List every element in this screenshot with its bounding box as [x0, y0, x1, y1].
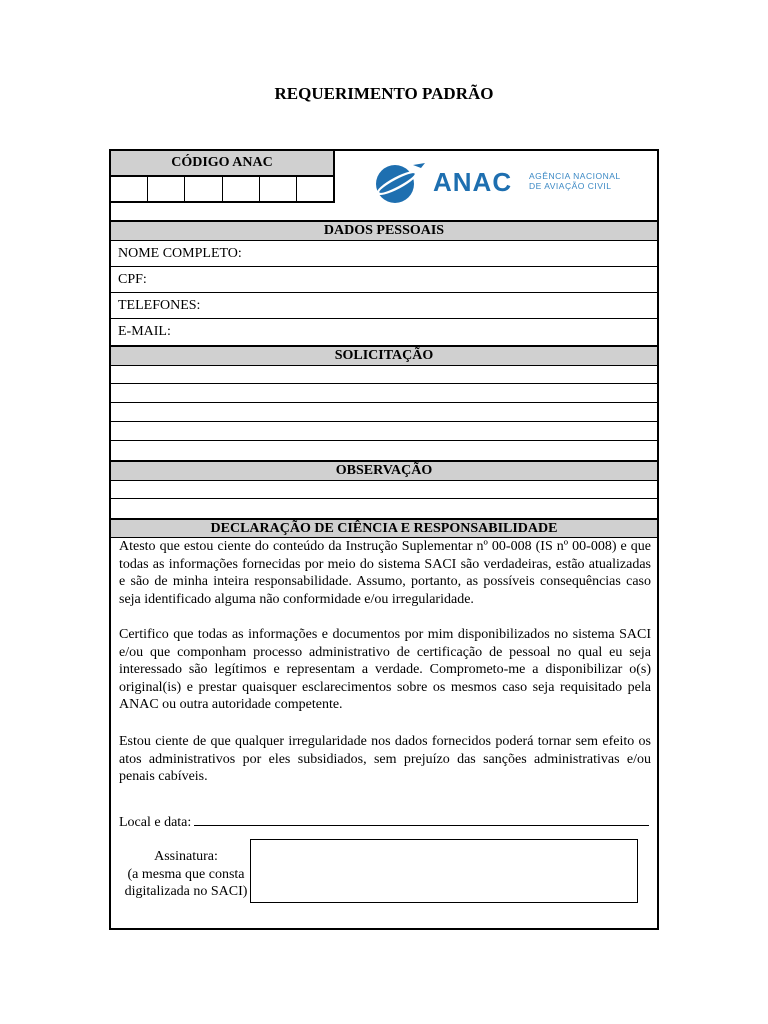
local-data-label: Local e data: — [119, 815, 192, 830]
code-cell[interactable] — [148, 177, 185, 201]
cpf-field[interactable] — [111, 267, 657, 293]
email-label: E-MAIL: — [118, 324, 171, 339]
code-cell[interactable] — [223, 177, 260, 201]
codigo-anac-label: CÓDIGO ANAC — [111, 151, 333, 177]
solicitacao-line[interactable] — [111, 365, 657, 384]
local-data-line — [119, 811, 649, 831]
telefones-field[interactable] — [111, 293, 657, 319]
declaracao-header: DECLARAÇÃO DE CIÊNCIA E RESPONSABILIDADE — [111, 518, 657, 538]
solicitacao-line[interactable] — [111, 422, 657, 441]
signature-box[interactable] — [250, 839, 638, 903]
logo-sub-line2: DE AVIAÇÃO CIVIL — [529, 181, 612, 191]
logo-name: ANAC — [433, 167, 513, 197]
logo-subtitle — [529, 171, 621, 191]
solicitacao-header: SOLICITAÇÃO — [111, 345, 657, 366]
declaracao-paragraph-2: Certifico que todas as informações e documentos por mim disponibilizados no sistema SACI e/ou que componham processo administrativo de certificação de pessoal no qual eu seja interessado são legítimos e representam a verdade. Comprometo-me a disponibilizar o(s) original(is) e prestar quaisquer esclarecimentos sobre os mesmos caso seja requisitado pela ANAC ou outra autoridade competente. — [119, 627, 651, 712]
code-cell[interactable] — [297, 177, 333, 201]
assinatura-label-line1: Assinatura: — [154, 849, 218, 864]
assinatura-label-line2: (a mesma que consta — [127, 866, 245, 882]
email-field[interactable] — [111, 319, 657, 345]
local-data-input[interactable] — [194, 811, 649, 826]
codigo-anac-box — [111, 151, 335, 203]
code-cell[interactable] — [111, 177, 148, 201]
solicitacao-line[interactable] — [111, 384, 657, 403]
declaracao-paragraph-3: Estou ciente de que qualquer irregularidade nos dados fornecidos poderá tornar sem efeito os atos administrativos por eles subsidiados, sem prejuízo das sanções administrativas e/ou penais cabíveis. — [119, 734, 651, 784]
request-form — [109, 149, 659, 930]
anac-emblem-icon — [369, 161, 429, 205]
assinatura-label — [116, 848, 256, 901]
dados-pessoais-header: DADOS PESSOAIS — [111, 220, 657, 241]
code-cell[interactable] — [185, 177, 222, 201]
page-title: REQUERIMENTO PADRÃO — [274, 84, 494, 103]
nome-label: NOME COMPLETO: — [118, 246, 242, 261]
observacao-line[interactable] — [111, 480, 657, 499]
declaracao-paragraph-1: Atesto que estou ciente do conteúdo da Instrução Suplementar nº 00-008 (IS nº 00-008) e que todas as informações fornecidas por meio do sistema SACI são verdadeiras, estão atualizadas e são de minha inteira responsabilidade. Assumo, portanto, as possíveis consequências caso seja identificado alguma não conformidade e/ou irregularidade. — [119, 539, 651, 607]
codigo-anac-cells — [111, 177, 333, 201]
telefones-label: TELEFONES: — [118, 298, 201, 313]
anac-logo — [369, 161, 629, 205]
code-cell[interactable] — [260, 177, 297, 201]
cpf-label: CPF: — [118, 272, 147, 287]
observacao-line[interactable] — [111, 499, 657, 518]
solicitacao-line[interactable] — [111, 403, 657, 422]
solicitacao-line[interactable] — [111, 441, 657, 460]
nome-completo-field[interactable] — [111, 241, 657, 267]
assinatura-label-line3: digitalizada no SACI) — [124, 884, 248, 899]
logo-sub-line1: AGÊNCIA NACIONAL — [529, 171, 621, 181]
observacao-header: OBSERVAÇÃO — [111, 460, 657, 481]
